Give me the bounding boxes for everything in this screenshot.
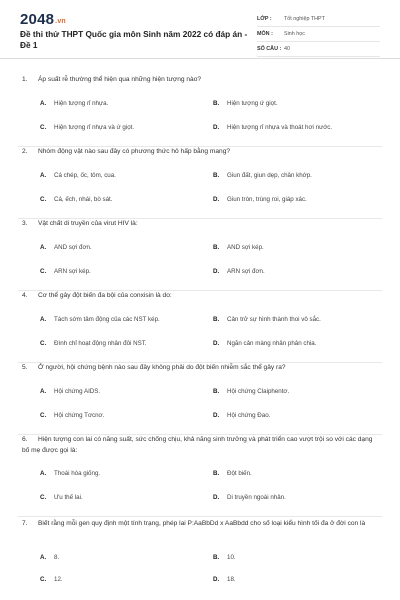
option-text: Ưu thế lai. <box>54 494 83 501</box>
option-text: Hiện tượng rỉ nhựa và thoát hơi nước. <box>227 124 333 131</box>
question-text <box>22 74 374 85</box>
logo-suffix-text: .vn <box>55 18 66 25</box>
option-text: ARN sợi kép. <box>54 268 91 275</box>
question-body: Cơ thể gây đột biến đa bội của conxisin là do: <box>38 292 172 299</box>
meta-row-subject <box>257 27 380 42</box>
option-text: 10. <box>227 554 236 561</box>
question-text <box>22 362 374 373</box>
option-text: AND sợi kép. <box>227 244 264 251</box>
option-letter: B. <box>213 470 220 477</box>
option-text: Hội chứng Đao. <box>227 412 271 419</box>
option-a[interactable] <box>40 244 92 251</box>
option-a[interactable] <box>40 470 100 477</box>
option-text: Di truyền ngoài nhân. <box>227 494 286 501</box>
question-text <box>22 518 374 529</box>
document-title: Đề thi thử THPT Quốc gia môn Sinh năm 2022 có đáp án - Đề 1 <box>20 29 248 50</box>
option-text: AND sợi đơn. <box>54 244 92 251</box>
option-d[interactable] <box>213 576 236 583</box>
option-c[interactable] <box>40 412 104 419</box>
option-letter: A. <box>40 316 47 323</box>
option-letter: D. <box>213 494 220 501</box>
option-d[interactable] <box>213 124 332 131</box>
option-text: Cá chép, ốc, tôm, cua. <box>54 172 116 179</box>
exam-meta <box>257 12 380 57</box>
option-c[interactable] <box>40 196 112 203</box>
option-letter: D. <box>213 124 220 131</box>
option-letter: C. <box>40 196 47 203</box>
option-d[interactable] <box>213 268 265 275</box>
meta-row-class <box>257 12 380 27</box>
option-b[interactable] <box>213 316 321 323</box>
option-c[interactable] <box>40 576 63 583</box>
option-letter: D. <box>213 196 220 203</box>
option-letter: D. <box>213 412 220 419</box>
option-letter: C. <box>40 412 47 419</box>
question-body: Hiện tượng con lai có năng suất, sức chống chịu, khả năng sinh trưởng và phát triển cao vượt trội so với các dạng bố mẹ được gọi là: <box>22 436 373 454</box>
option-text: Tách sớm tâm động của các NST kép. <box>54 316 160 323</box>
option-letter: A. <box>40 554 47 561</box>
logo-main-text: 2048 <box>20 11 55 28</box>
question-number: 3. <box>22 220 28 227</box>
page-header <box>0 0 400 59</box>
option-text: Cản trở sự hình thành thoi vô sắc. <box>227 316 321 323</box>
option-text: 12. <box>54 576 63 583</box>
option-b[interactable] <box>213 554 236 561</box>
option-d[interactable] <box>213 340 316 347</box>
meta-value: 40 <box>284 46 290 52</box>
question-text <box>22 290 374 301</box>
meta-row-count <box>257 42 380 57</box>
question-number: 2. <box>22 148 28 155</box>
option-d[interactable] <box>213 412 270 419</box>
option-a[interactable] <box>40 554 59 561</box>
option-a[interactable] <box>40 100 108 107</box>
question-divider <box>18 516 382 517</box>
option-letter: B. <box>213 316 220 323</box>
question-body: Biết rằng mỗi gen quy định một tính trạng, phép lai P:AaBbDd x AaBbdd cho số loại kiểu hình tối đa ở đời con là <box>38 520 366 527</box>
option-d[interactable] <box>213 196 307 203</box>
question-body: Vật chất di truyền của virut HIV là: <box>38 220 138 227</box>
option-letter: C. <box>40 124 47 131</box>
option-text: 8. <box>54 554 60 561</box>
option-b[interactable] <box>213 100 278 107</box>
option-text: Giun tròn, trùng roi, giáp xác. <box>227 196 307 203</box>
site-logo[interactable] <box>20 11 66 28</box>
option-letter: C. <box>40 268 47 275</box>
option-letter: C. <box>40 576 47 583</box>
option-c[interactable] <box>40 340 147 347</box>
question-number: 6. <box>22 436 28 443</box>
option-c[interactable] <box>40 268 91 275</box>
option-d[interactable] <box>213 494 286 501</box>
option-text: Hội chứng AIDS. <box>54 388 101 395</box>
option-letter: B. <box>213 100 220 107</box>
option-text: Đột biến. <box>227 470 252 477</box>
question-text <box>22 434 374 456</box>
meta-label: SỐ CÂU : <box>257 46 282 52</box>
option-text: Ngăn cản màng nhân phân chia. <box>227 340 317 347</box>
question-body: Ở người, hội chứng bệnh nào sau đây không phải do đột biến nhiễm sắc thể gây ra? <box>38 364 286 371</box>
question-number: 7. <box>22 520 28 527</box>
question-number: 1. <box>22 76 28 83</box>
question-number: 5. <box>22 364 28 371</box>
option-letter: B. <box>213 244 220 251</box>
question-text <box>22 146 374 157</box>
option-a[interactable] <box>40 388 100 395</box>
option-text: Hội chứng Claiphentơ. <box>227 388 290 395</box>
option-b[interactable] <box>213 172 312 179</box>
option-letter: A. <box>40 244 47 251</box>
option-letter: A. <box>40 100 47 107</box>
option-text: Thoái hóa giống. <box>54 470 101 477</box>
question-number: 4. <box>22 292 28 299</box>
option-a[interactable] <box>40 172 116 179</box>
option-letter: D. <box>213 340 220 347</box>
option-b[interactable] <box>213 470 252 477</box>
option-text: Hội chứng Tơcnơ. <box>54 412 105 419</box>
option-letter: D. <box>213 576 220 583</box>
option-letter: D. <box>213 268 220 275</box>
option-text: Cá, ếch, nhái, bò sát. <box>54 196 113 203</box>
question-body: Nhóm động vật nào sau đây có phương thức hô hấp bằng mang? <box>38 148 231 155</box>
option-text: Hiện tượng rỉ nhựa và ứ giọt. <box>54 124 135 131</box>
option-text: Giun đất, giun dẹp, chân khớp. <box>227 172 312 179</box>
meta-label: LỚP : <box>257 16 272 22</box>
option-text: Hiện tượng rỉ nhựa. <box>54 100 109 107</box>
option-letter: B. <box>213 172 220 179</box>
option-b[interactable] <box>213 244 264 251</box>
meta-value: Tốt nghiệp THPT <box>284 16 325 22</box>
meta-label: MÔN : <box>257 31 273 37</box>
option-b[interactable] <box>213 388 289 395</box>
option-letter: B. <box>213 388 220 395</box>
option-text: Đình chỉ hoạt động nhân đôi NST. <box>54 340 147 347</box>
option-text: 18. <box>227 576 236 583</box>
option-letter: A. <box>40 470 47 477</box>
option-a[interactable] <box>40 316 160 323</box>
option-c[interactable] <box>40 494 83 501</box>
option-text: Hiện tượng ứ giọt. <box>227 100 278 107</box>
question-text <box>22 218 374 229</box>
question-body: Áp suất rễ thường thể hiện qua những hiện tượng nào? <box>38 76 202 83</box>
option-letter: C. <box>40 340 47 347</box>
option-letter: B. <box>213 554 220 561</box>
option-c[interactable] <box>40 124 134 131</box>
option-text: ARN sợi đơn. <box>227 268 265 275</box>
option-letter: A. <box>40 388 47 395</box>
meta-value: Sinh học <box>284 31 305 37</box>
option-letter: A. <box>40 172 47 179</box>
option-letter: C. <box>40 494 47 501</box>
